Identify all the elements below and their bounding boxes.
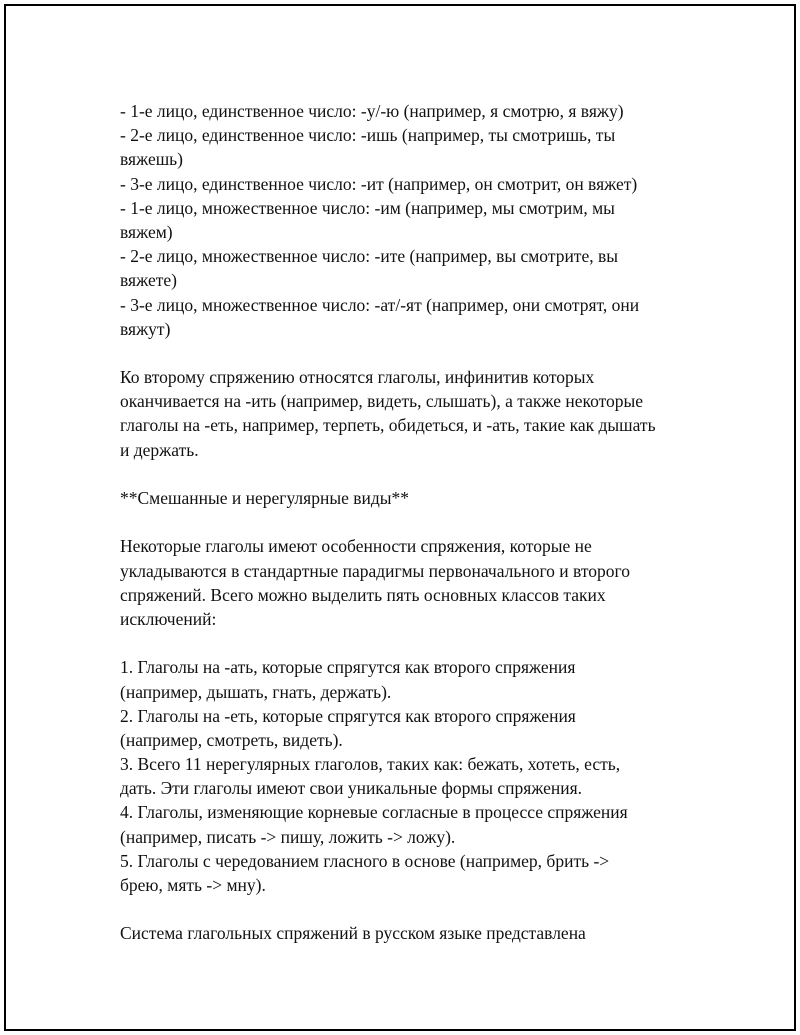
list-item-line: 3. Всего 11 нерегулярных глаголов, таких как: бежать, хотеть, есть, [120, 754, 621, 775]
list-item [120, 244, 700, 292]
list-item-line: (например, смотреть, видеть). [120, 729, 343, 750]
paragraph-line: исключений: [120, 608, 217, 629]
list-item-line: (например, писать -> пишу, ложить -> ложу). [120, 826, 456, 847]
list-item-line: - 2-е лицо, единственное число: -ишь (например, ты смотришь, ты [120, 125, 616, 146]
list-item-line: 2. Глаголы на -еть, которые спрягутся как второго спряжения [120, 705, 576, 726]
list-item-line: 5. Глаголы с чередованием гласного в основе (например, брить -> [120, 850, 610, 871]
paragraph-line: Ко второму спряжению относятся глаголы, инфинитив которых [120, 367, 595, 388]
list-item-line: вяжешь) [120, 149, 183, 170]
paragraph-line: глаголы на -еть, например, терпеть, обидеться, и -ать, такие как дышать [120, 415, 656, 436]
paragraph-gap [120, 631, 700, 655]
exception-classes-list [120, 655, 700, 897]
exceptions-intro-paragraph [120, 534, 700, 631]
list-item-line: - 3-е лицо, единственное число: -ит (например, он смотрит, он вяжет) [120, 173, 638, 194]
list-item [120, 752, 700, 800]
list-item [120, 655, 700, 703]
list-item [120, 849, 700, 897]
paragraph-gap [120, 510, 700, 534]
paragraph-line: и держать. [120, 439, 199, 460]
paragraph-line: спряжений. Всего можно выделить пять основных классов таких [120, 584, 606, 605]
list-item-line: - 3-е лицо, множественное число: -ат/-ят (например, они смотрят, они [120, 294, 640, 315]
final-line: Система глагольных спряжений в русском языке представлена [120, 923, 586, 944]
paragraph-gap [120, 341, 700, 365]
list-item [120, 800, 700, 848]
list-item-line: (например, дышать, гнать, держать). [120, 681, 392, 702]
section-heading: **Смешанные и нерегулярные виды** [120, 488, 410, 508]
paragraph-line: Некоторые глаголы имеют особенности спряжения, которые не [120, 536, 592, 557]
list-item-line: - 1-е лицо, единственное число: -у/-ю (например, я смотрю, я вяжу) [120, 101, 624, 121]
list-item-line: вяжете) [120, 270, 177, 291]
list-item [120, 196, 700, 244]
list-item [120, 293, 700, 341]
document-body [120, 99, 700, 946]
endings-list [120, 99, 700, 341]
paragraph-line: укладываются в стандартные парадигмы первоначального и второго [120, 560, 631, 581]
list-item-line: 1. Глаголы на -ать, которые спрягутся как второго спряжения [120, 657, 576, 678]
page-frame [4, 4, 796, 1031]
list-item [120, 704, 700, 752]
list-item [120, 172, 700, 196]
list-item [120, 123, 700, 171]
paragraph-gap [120, 462, 700, 486]
list-item-line: - 1-е лицо, множественное число: -им (например, мы смотрим, мы [120, 197, 615, 218]
list-item-line: брею, мять -> мну). [120, 875, 266, 895]
list-item-line: вяжут) [120, 318, 171, 339]
second-conjugation-paragraph [120, 365, 700, 462]
list-item [120, 99, 700, 123]
paragraph-gap [120, 897, 700, 921]
list-item-line: вяжем) [120, 221, 173, 242]
list-item-line: 4. Глаголы, изменяющие корневые согласные в процессе спряжения [120, 802, 628, 823]
list-item-line: - 2-е лицо, множественное число: -ите (например, вы смотрите, вы [120, 246, 618, 267]
paragraph-line: оканчивается на -ить (например, видеть, слышать), а также некоторые [120, 391, 644, 412]
list-item-line: дать. Эти глаголы имеют свои уникальные формы спряжения. [120, 778, 583, 799]
